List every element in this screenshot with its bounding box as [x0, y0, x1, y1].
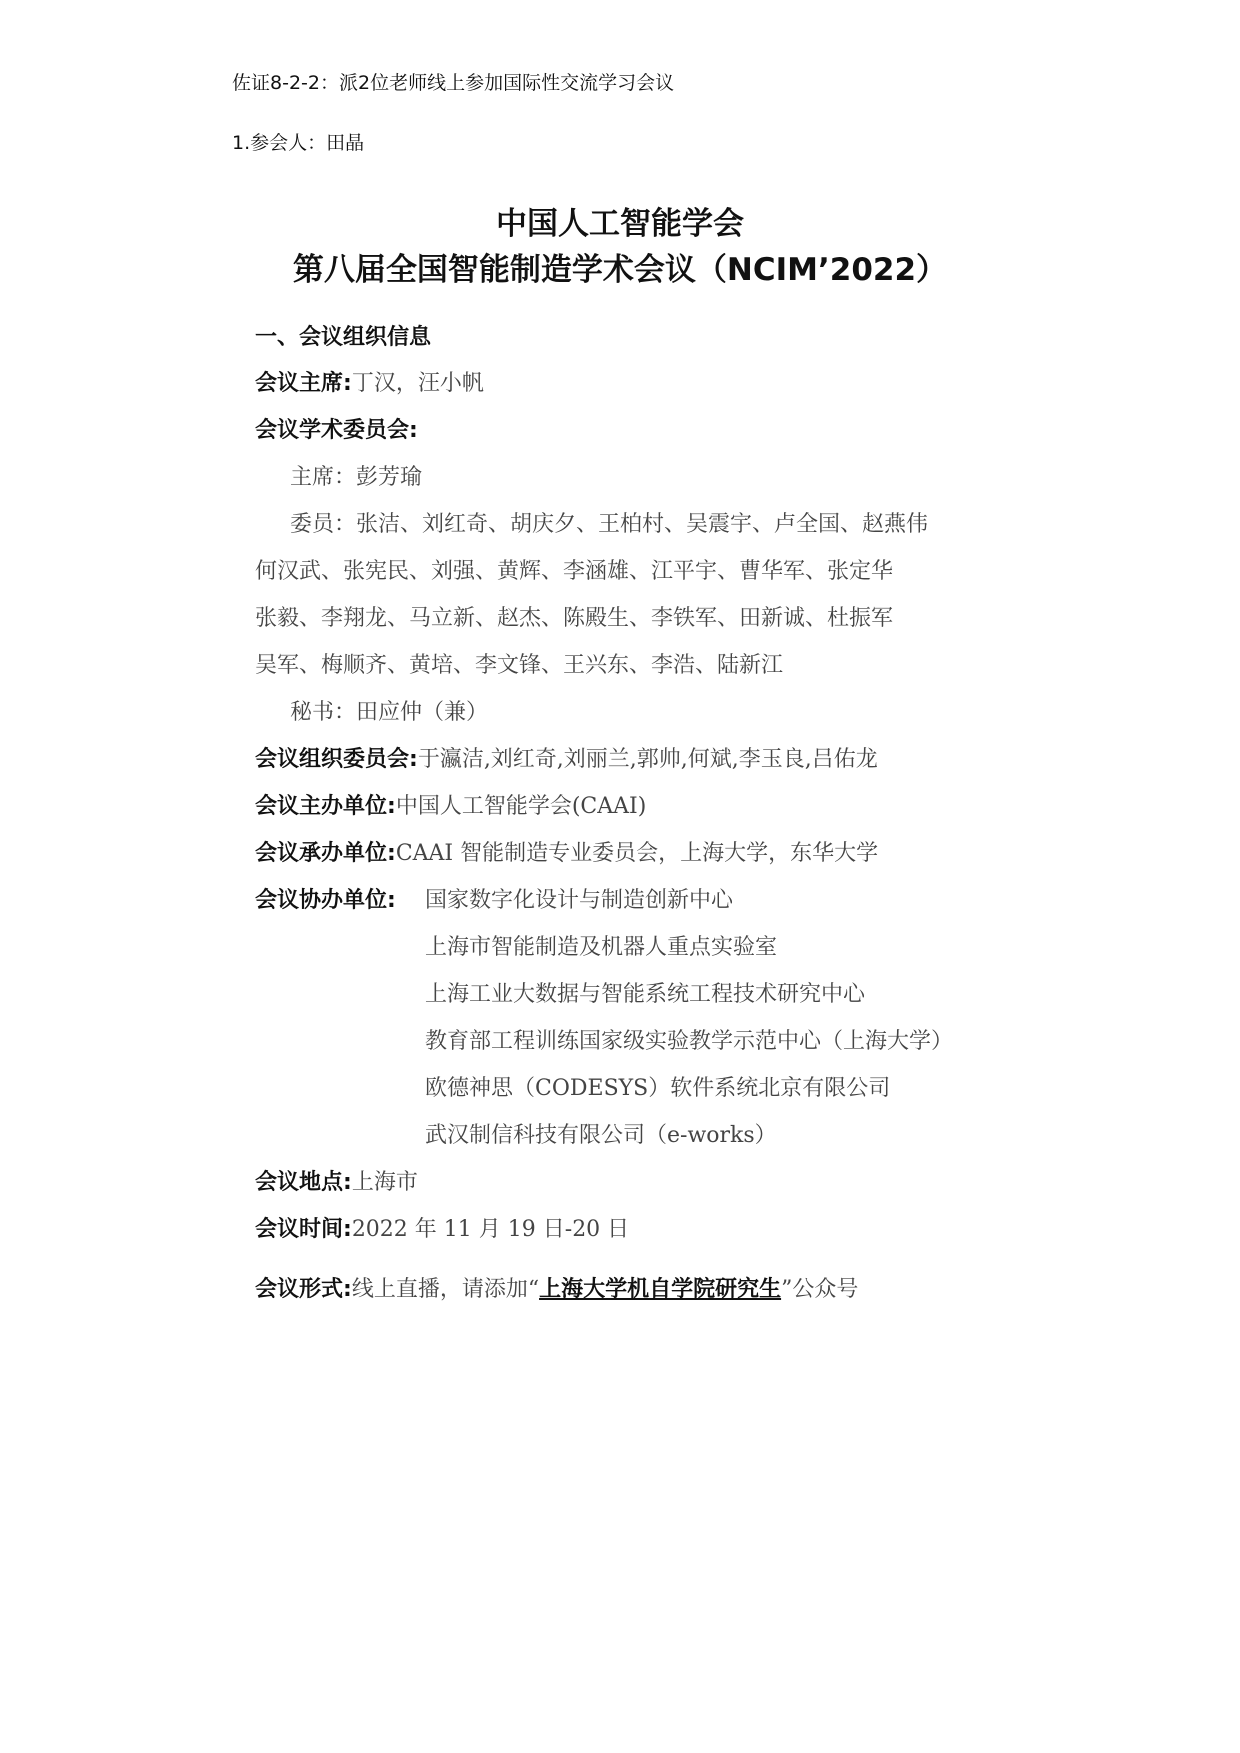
organizer-value: CAAI 智能制造专业委员会，上海大学，东华大学	[395, 841, 879, 866]
chairs-label: 会议主席:	[255, 371, 352, 396]
host-row	[255, 789, 646, 820]
co-organizer-item: 教育部工程训练国家级实验教学示范中心（上海大学）	[425, 1029, 954, 1054]
members-text-1: 委员：张洁、刘红奇、胡庆夕、王柏村、吴震宇、卢全国、赵燕伟	[290, 512, 929, 537]
format-row	[255, 1272, 858, 1303]
secretary: 秘书：田应仲（兼）	[290, 700, 489, 725]
location-value: 上海市	[351, 1170, 418, 1195]
members-text-2: 何汉武、张宪民、刘强、黄辉、李涵雄、江平宇、曹华军、张定华	[255, 559, 894, 584]
co-organizers-label: 会议协办单位:	[255, 888, 396, 913]
members-text-4: 吴军、梅顺齐、黄培、李文锋、王兴东、李浩、陆新江	[255, 653, 784, 678]
academic-committee-row	[255, 413, 418, 444]
members-line-2	[255, 554, 893, 585]
section-heading: 一、会议组织信息	[255, 325, 432, 350]
location-row	[255, 1165, 418, 1196]
time-value: 2022 年 11 月 19 日-20 日	[351, 1217, 630, 1242]
organizing-committee-label: 会议组织委员会:	[255, 747, 418, 772]
conference-title: 第八届全国智能制造学术会议（NCIM’2022）	[292, 252, 948, 288]
co-organizer-item: 上海市智能制造及机器人重点实验室	[425, 935, 778, 960]
academic-chair: 主席：彭芳瑜	[290, 465, 423, 490]
chairs-value: 丁汉，汪小帆	[351, 371, 484, 396]
co-organizer-item: 欧德神思（CODESYS）软件系统北京有限公司	[425, 1076, 891, 1101]
co-organizer-item: 上海工业大数据与智能系统工程技术研究中心	[425, 982, 866, 1007]
format-prefix: 线上直播，请添加“	[351, 1277, 540, 1302]
members-line-4	[255, 648, 783, 679]
co-organizer-item: 国家数字化设计与制造创新中心	[425, 888, 734, 913]
host-value: 中国人工智能学会(CAAI)	[395, 794, 647, 819]
time-row	[255, 1212, 629, 1243]
members-text-3: 张毅、李翔龙、马立新、赵杰、陈殿生、李铁军、田新诚、杜振军	[255, 606, 894, 631]
organizing-committee-row	[255, 742, 878, 773]
format-label: 会议形式:	[255, 1277, 352, 1302]
co-organizer-item: 武汉制信科技有限公司（e-works）	[425, 1123, 777, 1148]
participant-line: 1.参会人：田晶	[232, 132, 365, 154]
academic-committee-label: 会议学术委员会:	[255, 418, 418, 443]
organizing-committee-value: 于瀛洁,刘红奇,刘丽兰,郭帅,何斌,李玉良,吕佑龙	[417, 747, 878, 772]
time-label: 会议时间:	[255, 1217, 352, 1242]
format-suffix: ”公众号	[781, 1277, 859, 1302]
evidence-caption: 佐证8-2-2：派2位老师线上参加国际性交流学习会议	[232, 72, 675, 94]
chairs-row	[255, 366, 484, 397]
academic-chair-row	[290, 460, 422, 491]
co-organizers-row	[255, 883, 396, 914]
host-label: 会议主办单位:	[255, 794, 396, 819]
members-line-1	[290, 507, 928, 538]
organizer-row	[255, 836, 878, 867]
secretary-row	[290, 695, 488, 726]
members-line-3	[255, 601, 893, 632]
location-label: 会议地点:	[255, 1170, 352, 1195]
wechat-account-name: 上海大学机自学院研究生	[539, 1277, 782, 1302]
organizer-label: 会议承办单位:	[255, 841, 396, 866]
conference-organization-title: 中国人工智能学会	[496, 206, 744, 242]
